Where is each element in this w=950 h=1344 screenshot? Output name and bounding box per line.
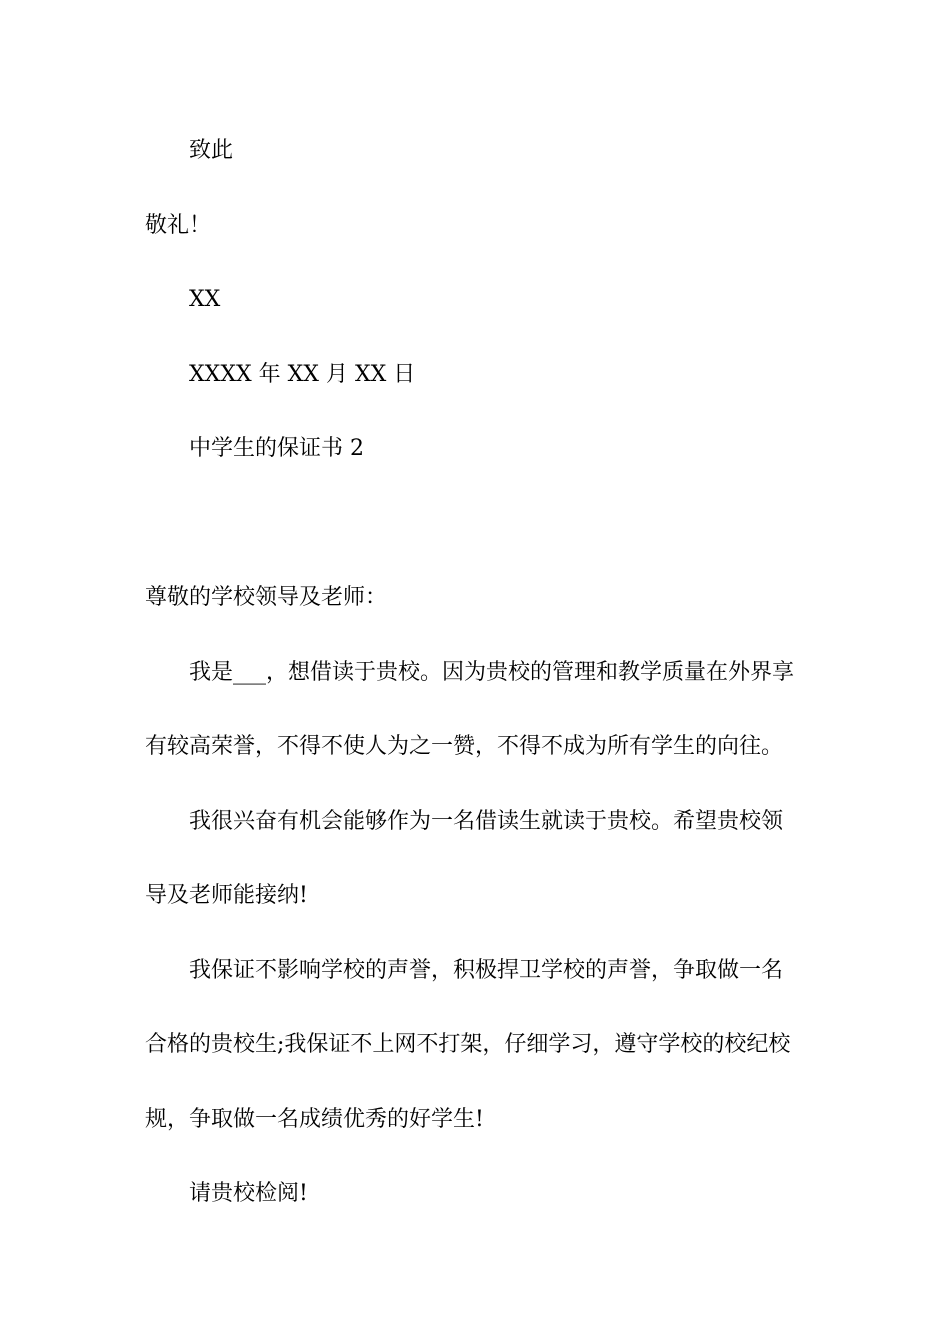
body-line: 合格的贵校生;我保证不上网不打架，仔细学习，遵守学校的校纪校 (145, 1032, 791, 1057)
body-line: 规，争取做一名成绩优秀的好学生! (145, 1107, 484, 1132)
section-title: 中学生的保证书 2 (189, 436, 364, 461)
body-line: 有较高荣誉，不得不使人为之一赞，不得不成为所有学生的向往。 (145, 734, 784, 759)
closing-line-zhici: 致此 (189, 138, 234, 163)
body-line: 我保证不影响学校的声誉，积极捍卫学校的声誉，争取做一名 (189, 958, 784, 983)
signature-date: XXXX 年 XX 月 XX 日 (189, 362, 416, 387)
closing-line-jingli: 敬礼！ (145, 213, 212, 238)
body-line: 我是___，想借读于贵校。因为贵校的管理和教学质量在外界享 (189, 660, 795, 685)
body-line: 请贵校检阅! (189, 1181, 308, 1206)
body-line: 导及老师能接纳! (145, 883, 308, 908)
body-line: 我很兴奋有机会能够作为一名借读生就读于贵校。希望贵校领 (189, 809, 784, 834)
signature-name: XX (189, 287, 221, 312)
salutation: 尊敬的学校领导及老师： (145, 585, 388, 610)
